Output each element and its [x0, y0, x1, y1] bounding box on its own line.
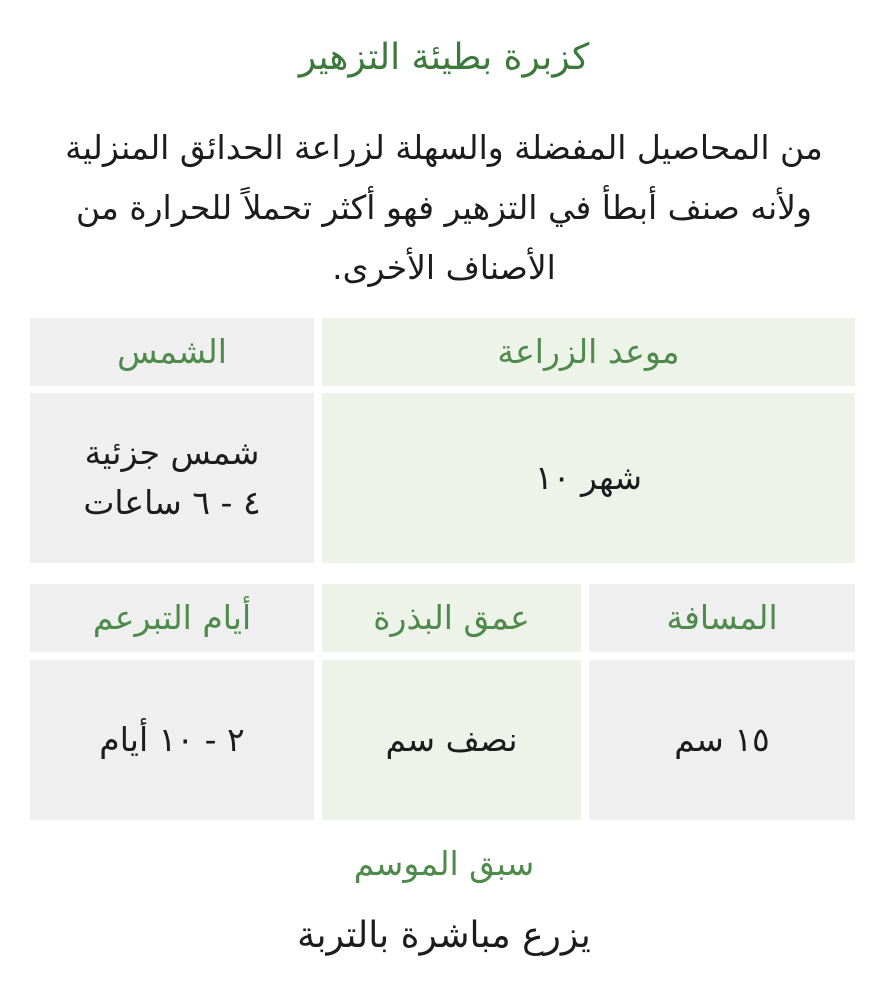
sun-value-line2: ٤ - ٦ ساعات: [83, 483, 261, 522]
page-title: كزبرة بطيئة التزهير: [298, 37, 590, 78]
seed-depth-header-label: عمق البذرة: [373, 598, 530, 637]
germination-days-value: ٢ - ١٠ أيام: [99, 720, 245, 759]
crop-description: من المحاصيل المفضلة والسهلة لزراعة الحدائق المنزلية ولأنه صنف أبطأ في التزهير فهو أكثر تحملاً للحرارة من الأصناف الأخرى.: [65, 128, 823, 287]
planting-time-header: [322, 318, 855, 386]
sun-value-line1: شمس جزئية: [84, 433, 260, 472]
planting-time-value: شهر ١٠: [535, 458, 643, 497]
season-head-start-label: سبق الموسم: [353, 844, 535, 883]
seed-depth-value: نصف سم: [385, 720, 518, 759]
spacing-value: ١٥ سم: [674, 720, 770, 759]
season-head-start-value: يزرع مباشرة بالتربة: [297, 915, 591, 956]
germination-days-header-label: أيام التبرعم: [92, 598, 252, 637]
germination-days-value-cell: [30, 660, 314, 820]
seed-depth-header: [322, 584, 581, 652]
germination-days-header: [30, 584, 314, 652]
planting-time-header-label: موعد الزراعة: [497, 332, 680, 371]
spacing-header: [589, 584, 855, 652]
spacing-header-label: المسافة: [666, 598, 778, 637]
sun-header: [30, 318, 314, 386]
spacing-value-cell: [589, 660, 855, 820]
planting-time-value-cell: [322, 393, 855, 563]
sun-header-label: الشمس: [117, 332, 227, 371]
sun-value-cell: [30, 393, 314, 563]
seed-depth-value-cell: [322, 660, 581, 820]
